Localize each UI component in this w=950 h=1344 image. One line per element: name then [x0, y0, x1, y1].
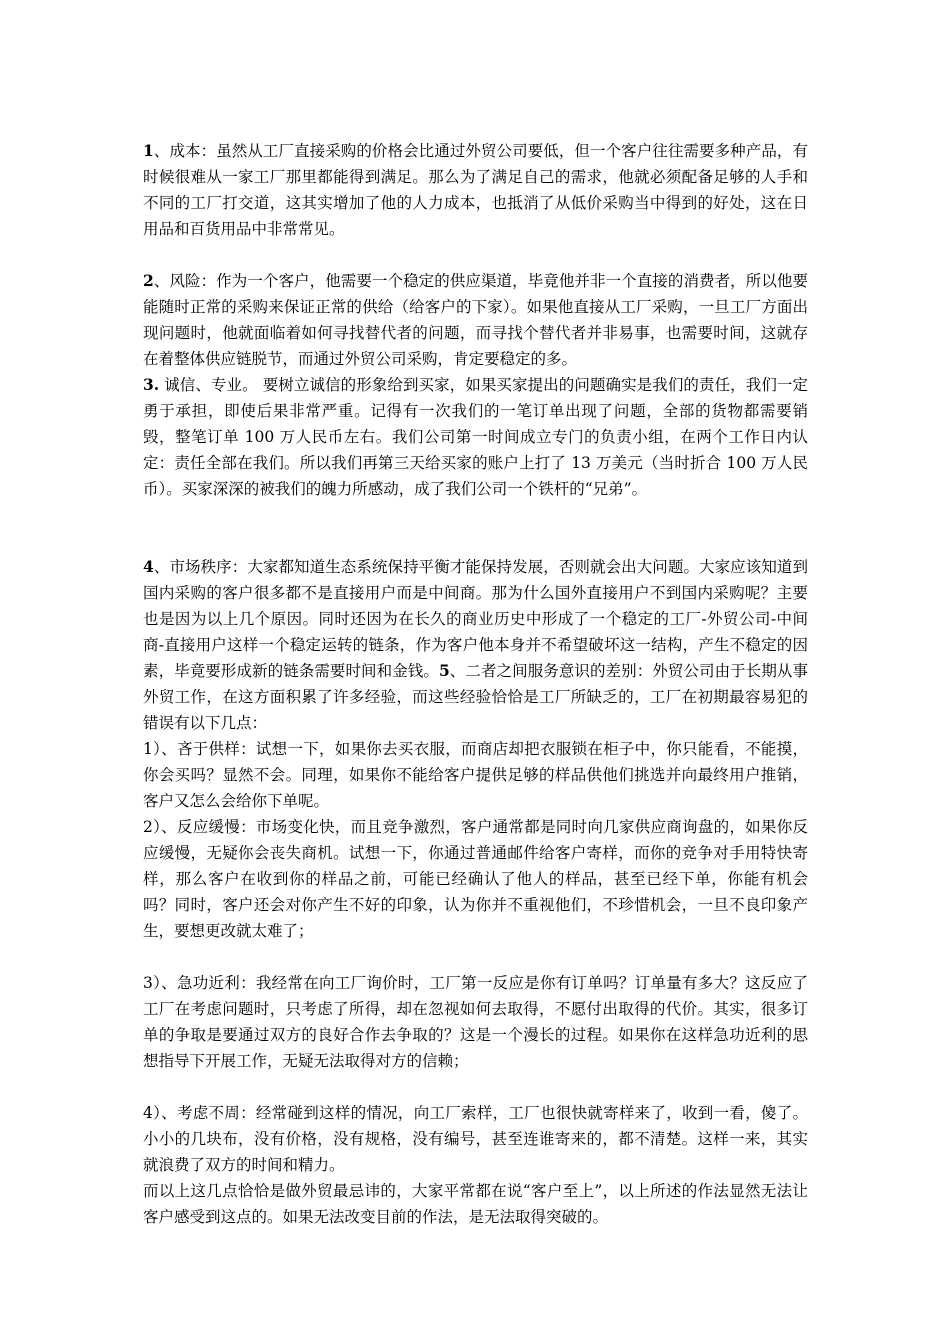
paragraph-careless: 4）、考虑不周：经常碰到这样的情况，向工厂索样，工厂也很快就寄样来了，收到一看，傻了。小小的几块布，没有价格，没有规格，没有编号，甚至连谁寄来的，都不清楚。这样一来，其实就浪费了双方的时间和精力。: [143, 1104, 808, 1174]
paragraph-text: 诚信、专业。 要树立诚信的形象给到买家，如果买家提出的问题确实是我们的责任，我们一定勇于承担，即使后果非常严重。记得有一次我们的一笔订单出现了问题，全部的货物都需要销毁，整笔订单 100 万人民币左右。我们公司第一时间成立专门的负责小组，在两个工作日内认定：责任全部在我们。所以我们再第三天给买家的账户上打了 13 万美元（当时折合 100 万人民币）。买家深深的被我们的魄力所感动，成了我们公司一个铁杆的“兄弟”。: [143, 376, 808, 498]
paragraph-spacer: [143, 502, 808, 554]
paragraph-number: 2: [143, 271, 154, 290]
document-body: [143, 138, 808, 1230]
paragraph-text: 、市场秩序：大家都知道生态系统保持平衡才能保持发展，否则就会出大问题。大家应该知道到国内采购的客户很多都不是直接用户而是中间商。那为什么国外直接用户不到国内采购呢？主要也是因为以上几个原因。同时还因为在长久的商业历史中形成了一个稳定的工厂-外贸公司-中间商-直接用户这样一个稳定运转的链条，作为客户他本身并不希望破坏这一结构，产生不稳定的因素，毕竟要形成新的链条需要时间和金钱。: [143, 558, 808, 680]
paragraph-market-order: [143, 554, 808, 736]
paragraph-text: 、风险：作为一个客户，他需要一个稳定的供应渠道，毕竟他并非一个直接的消费者，所以他要能随时正常的采购来保证正常的供给（给客户的下家）。如果他直接从工厂采购，一旦工厂方面出现问题时，他就面临着如何寻找替代者的问题，而寻找个替代者并非易事，也需要时间，这就存在着整体供应链脱节，而通过外贸公司采购，肯定要稳定的多。: [143, 272, 808, 368]
paragraph-number: 3.: [143, 375, 160, 394]
paragraph-conclusion: 而以上这几点恰恰是做外贸最忌讳的，大家平常都在说“客户至上”，以上所述的作法显然无法让客户感受到这点的。如果无法改变目前的作法，是无法取得突破的。: [143, 1182, 808, 1226]
paragraph-slow-response: 2）、反应缓慢：市场变化快，而且竞争激烈，客户通常都是同时向几家供应商询盘的，如果你反应缓慢，无疑你会丧失商机。试想一下，你通过普通邮件给客户寄样，而你的竞争对手用特快寄样，那么客户在收到你的样品之前，可能已经确认了他人的样品，甚至已经下单，你能有机会吗？同时，客户还会对你产生不好的印象，认为你并不重视他们，不珍惜机会，一旦不良印象产生，要想更改就太难了；: [143, 818, 808, 940]
paragraph-spacer: [143, 944, 808, 970]
paragraph-number: 1: [143, 141, 154, 160]
paragraph-short-term: 3）、急功近利：我经常在向工厂询价时，工厂第一反应是你有订单吗？订单量有多大？这反应了工厂在考虑问题时，只考虑了所得，却在忽视如何去取得，不愿付出取得的代价。其实，很多订单的争取是要通过双方的良好合作去争取的？这是一个漫长的过程。如果你在这样急功近利的思想指导下开展工作，无疑无法取得对方的信赖；: [143, 974, 808, 1070]
paragraph-number: 4: [143, 557, 154, 576]
paragraph-text: 、成本：虽然从工厂直接采购的价格会比通过外贸公司要低，但一个客户往往需要多种产品，有时候很难从一家工厂那里都能得到满足。那么为了满足自己的需求，他就必须配备足够的人手和不同的工厂打交道，这其实增加了他的人力成本，也抵消了从低价采购当中得到的好处，这在日用品和百货用品中非常常见。: [143, 142, 808, 238]
paragraph-spacer: [143, 1074, 808, 1100]
paragraph-cost: [143, 138, 808, 242]
paragraph-spacer: [143, 242, 808, 268]
paragraph-risk: [143, 268, 808, 372]
paragraph-number: 5: [438, 661, 450, 680]
paragraph-integrity: [143, 372, 808, 502]
paragraph-sample-stingy: 1）、吝于供样：试想一下，如果你去买衣服，而商店却把衣服锁在柜子中，你只能看，不能摸，你会买吗？显然不会。同理，如果你不能给客户提供足够的样品供他们挑选并向最终用户推销，客户又怎么会给你下单呢。: [143, 740, 808, 810]
paragraph-text: 、二者之间服务意识的差别：外贸公司由于长期从事外贸工作，在这方面积累了许多经验，而这些经验恰恰是工厂所缺乏的，工厂在初期最容易犯的错误有以下几点：: [143, 662, 808, 732]
